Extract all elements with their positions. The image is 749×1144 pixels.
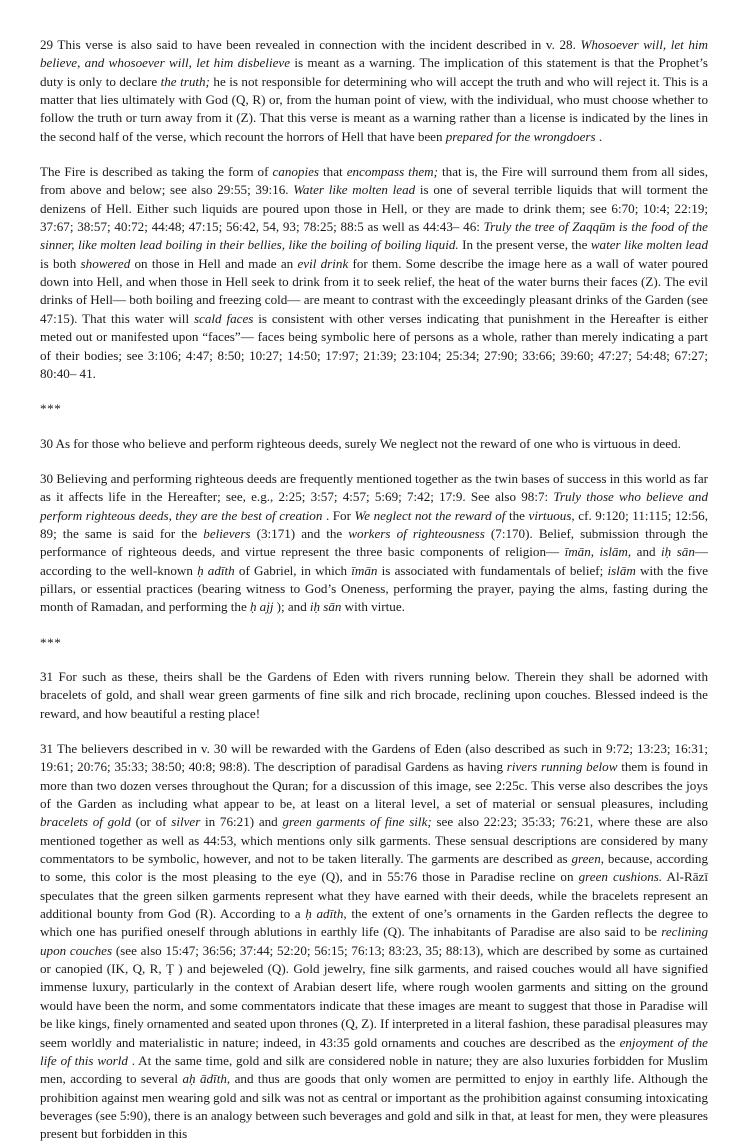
italic-run: water like molten lead	[590, 237, 708, 253]
text-run: This verse is also said to have been revealed in connection with the incident described in v. 28.	[53, 37, 581, 52]
text-run: is associated with fundamentals of belief;	[377, 562, 608, 578]
text-run: with virtue.	[341, 599, 405, 615]
text-run: — according to the well-known	[40, 544, 708, 578]
text-run: them is found in more than two dozen verses throughout the Quran; for a discussion of this image, see 2:25c. This verse also describes the joys of the Garden as including what appear to be, at least on a literal level, a set of material or sensual pleasures, including	[40, 759, 709, 812]
italic-run: Truly the tree of Zaqqūm is the food of the sinner, like molten lead boiling in their bellies, like the boiling of boiling liquid.	[40, 219, 708, 253]
text-run: is consistent with other verses indicating that punishment in the Hereafter is either meted out or manifested upon “faces”— faces being symbolic here of persons as a whole, rather than merely indicating a part of their bodies; see 3:106; 4:47; 8:50; 10:27; 14:50; 17:97; 21:39; 23:104; 25:34; 27:90; 33:66; 39:60; 47:27; 54:48; 67:27; 80:40– 41.	[40, 310, 708, 381]
commentary-paragraph-30	[40, 470, 708, 617]
text-run: The believers described in v. 30 will be rewarded with the Gardens of Eden (also described as such in 9:72; 13:23; 16:31; 19:61; 20:76; 35:33; 38:50; 40:8; 98:8). The description of paradisal Gardens as having	[40, 741, 708, 775]
text-run: he is not responsible for determining who will accept the truth and who will reject it. This is a matter that lies ultimately with God (Q, R) or, from the human point of view, with the individual, who must choose whether to follow the truth or turn away from it (Z). That this verse is meant as a warning rather than a license is indicated by the lines in the second half of the verse, which recount the horrors of Hell that have been	[40, 73, 708, 144]
italic-run: islām	[607, 562, 636, 578]
text-run: . At the same time, gold and silk are considered noble in nature; they are also luxuries forbidden for Muslim men, according to several	[40, 1052, 708, 1087]
text-run: because, according to some, this color is the most pleasing to the eye (Q), and in 55:76 those in Paradise recline on	[40, 851, 708, 885]
commentary-paragraph-fire	[40, 163, 708, 383]
italic-run: the truth;	[160, 73, 210, 89]
text-run: with the five pillars, or essential practices (bearing witness to God’s Oneness, performing the prayer, paying the alms, fasting during the month of Ramadan, and performing the	[40, 562, 709, 615]
italic-run: believers	[203, 525, 251, 541]
text-run: the	[505, 507, 529, 523]
text-run: Al-Rāzī speculates that the green silken garments represent what they have earned with their deeds, while the bracelets represent an additional bounty from God (R). According to a	[40, 869, 708, 922]
italic-run: workers of righteousness	[348, 525, 485, 541]
text-run: is both	[40, 255, 81, 271]
text-run: that is, the Fire will surround them from all sides, from above and below; see also 29:55; 39:16.	[40, 164, 708, 198]
italic-run: We neglect not the reward of	[354, 507, 506, 523]
text-run: (7:170). Belief, submission through the performance of righteous deeds, and virtue represent the three basic components of religion—	[40, 525, 708, 560]
commentary-paragraph-29	[40, 36, 708, 146]
italic-run: īmān	[351, 562, 378, 578]
text-run: ); and	[273, 599, 310, 615]
section-separator-2: ***	[40, 634, 62, 650]
text-run: Believing and performing righteous deeds are frequently mentioned together as the twin bases of success in this world as far as it affects life in the Hereafter; see, e.g., 2:25; 3:57; 4:57; 5:69; 7:42; 17:9. See also 98:7:	[40, 470, 708, 505]
verse-paragraph-31	[40, 668, 708, 723]
text-run: , the extent of one’s ornaments in the Garden reflects the degree to which one has purified oneself through ablutions in earthly life (Q). The inhabitants of Paradise are also said to be	[40, 906, 709, 940]
verse-paragraph-30	[40, 435, 708, 453]
text-run: (3:171) and the	[250, 525, 349, 541]
text-run: in 76:21) and	[200, 814, 283, 830]
italic-run: green garments of fine silk;	[282, 814, 432, 830]
verse-number: 31	[40, 741, 54, 756]
italic-run: showered	[80, 255, 131, 271]
text-run: see also 22:23; 35:33; 76:21, where these are also mentioned together as well as 44:53, which mentions only silk garments. These sensual descriptions are considered by many commentators to be symbolic, however, and not to be taken literally. The garments are described as	[40, 814, 708, 867]
text-run: (or of	[130, 814, 172, 830]
text-run: . For	[322, 507, 355, 523]
italic-run: scald faces	[193, 310, 254, 326]
italic-run: encompass them;	[346, 164, 438, 180]
verse-number: 30	[40, 470, 54, 486]
text-run: on those in Hell and made an	[130, 255, 298, 271]
text-run: 31 For such as these, theirs shall be the Gardens of Eden with rivers running below. Therein they shall be adorned with bracelets of gold, and shall wear green garments of fine silk and rich brocade, reclining upon couches. Blessed indeed is the reward, and how beautiful a resting place!	[40, 668, 708, 721]
text-run: of Gabriel, in which	[234, 562, 352, 578]
italic-run: ḥ adīth	[305, 906, 344, 922]
text-run: is meant as a warning. The implication of this statement is that the Prophet’s duty is only to declare	[40, 55, 708, 89]
verse-number: 29	[40, 37, 54, 52]
commentary-paragraph-31	[40, 740, 708, 1144]
italic-run: canopies	[272, 164, 320, 180]
section-separator-1: ***	[40, 401, 62, 417]
italic-run: green cushions.	[578, 869, 663, 885]
italic-run: Water like molten lead	[293, 182, 416, 198]
text-run: that	[319, 164, 347, 180]
italic-run: aḥ ādīth	[182, 1071, 227, 1087]
italic-run: Whosoever will, let him believe, and whosoever will, let him disbelieve	[40, 37, 708, 71]
text-column	[40, 36, 708, 1144]
italic-run: rivers running below	[506, 759, 618, 775]
italic-run: enjoyment of the life of this world	[40, 1034, 708, 1068]
italic-run: īmān, islām,	[564, 544, 632, 560]
italic-run: evil drink	[297, 255, 349, 271]
italic-run: prepared for the wrongdoers	[445, 128, 596, 144]
italic-run: ḥ ajj	[249, 599, 274, 615]
text-run: The Fire is described as taking the form of	[40, 164, 273, 180]
italic-run: iḥ sān	[661, 544, 695, 560]
text-run: .	[595, 128, 603, 144]
text-run: cf. 9:120; 11:115; 12:56, 89; the same is said for the	[40, 507, 708, 541]
text-run: 30 As for those who believe and perform righteous deeds, surely We neglect not the reward of one who is virtuous in deed.	[40, 435, 681, 451]
italic-run: bracelets of gold	[40, 814, 131, 830]
text-run: for them. Some describe the image here as a wall of water poured down into Hell, and when those in Hell seek to drink from it to seek relief, the heat of the water burns their faces (Z). The evil drinks of Hell— both boiling and freezing cold— are meant to contrast with the exceedingly pleasant drinks of the Garden (see 47:15). That this water will	[40, 255, 709, 326]
italic-run: green,	[571, 851, 605, 867]
italic-run: ḥ adīth	[197, 562, 235, 578]
text-run: (see also 15:47; 36:56; 37:44; 52:20; 56:15; 76:13; 83:23, 35; 88:13), which are described by some as curtained or canopied (IK, Q, R, Ṭ ) and bejeweled (Q). Gold jewelry, fine silk garments, and raised couches would all have signified immense luxury, particularly in the context of Arabian desert life, where rough woolen garments and sitting on the ground would have been the norm, and some commentators indicate that these images are meant to suggest that those in Paradise will be like kings, finely ornamented and seated upon thrones (Q, Z). If interpreted in a literal fashion, these paradisal pleasures may seem worldly and materialistic in nature; indeed, in 43:35 gold ornaments and couches are described as the	[40, 942, 708, 1050]
italic-run: reclining upon couches	[40, 924, 708, 958]
text-run: and	[631, 544, 662, 560]
italic-run: virtuous,	[528, 507, 575, 523]
italic-run: iḥ sān	[309, 599, 342, 615]
italic-run: silver	[171, 814, 201, 830]
text-run: is one of several terrible liquids that will torment the denizens of Hell. Either such liquids are poured upon those in Hell, or they are made to drink them; see 6:70; 10:4; 22:19; 37:67; 38:57; 40:72; 44:48; 47:15; 56:42, 54, 93; 78:25; 88:5 as well as 44:43– 46:	[40, 182, 708, 235]
text-run: , and thus are goods that only women are permitted to enjoy in earthly life. Although the prohibition against men wearing gold and silk was not as central or important as the prohibition against consuming intoxicating beverages (see 5:90), there is an analogy between such beverages and gold and silk in that, at least for men, they were pleasures present but forbidden in this	[40, 1071, 708, 1142]
italic-run: Truly those who believe and perform righteous deeds, they are the best of creation	[40, 489, 708, 523]
text-run: In the present verse, the	[458, 237, 591, 253]
